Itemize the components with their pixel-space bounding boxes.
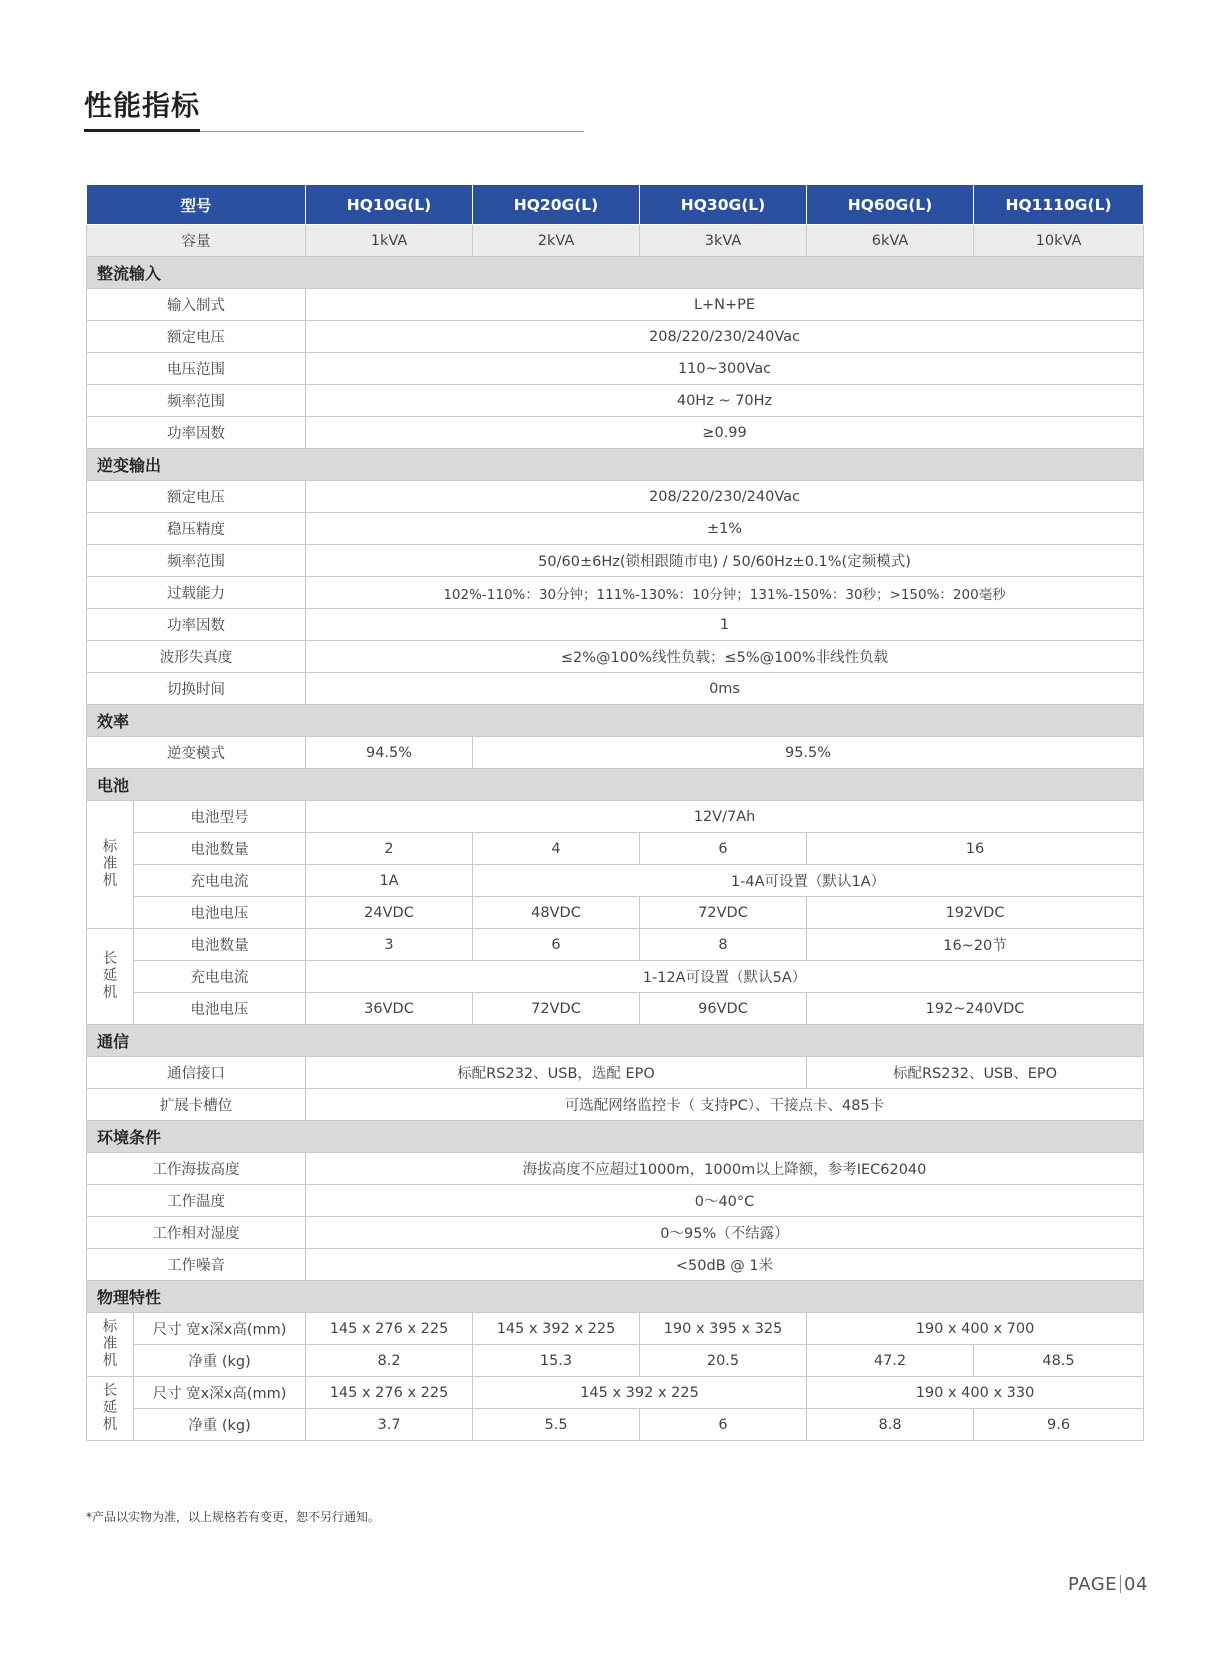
table-row xyxy=(87,641,1144,673)
row-value: 8.8 xyxy=(807,1409,974,1441)
row-label: 电池数量 xyxy=(134,929,306,961)
row-label: 额定电压 xyxy=(87,481,306,513)
table-row xyxy=(87,289,1144,321)
row-value: 96VDC xyxy=(640,993,807,1025)
row-value: 110~300Vac xyxy=(306,353,1144,385)
row-label: 电池电压 xyxy=(134,993,306,1025)
row-value: L+N+PE xyxy=(306,289,1144,321)
table-row xyxy=(87,673,1144,705)
table-row xyxy=(87,737,1144,769)
table-row xyxy=(87,1185,1144,1217)
row-label: 净重 (kg) xyxy=(134,1345,306,1377)
row-value: 0ms xyxy=(306,673,1144,705)
section-header xyxy=(87,769,1144,801)
table-row xyxy=(87,1153,1144,1185)
capacity-value: 10kVA xyxy=(974,225,1144,257)
row-value: 2 xyxy=(306,833,473,865)
row-value: 1 xyxy=(306,609,1144,641)
table-row xyxy=(87,353,1144,385)
row-label: 电池型号 xyxy=(134,801,306,833)
title-underline xyxy=(84,129,200,132)
row-label: 逆变模式 xyxy=(87,737,306,769)
row-value: ≥0.99 xyxy=(306,417,1144,449)
row-label: 稳压精度 xyxy=(87,513,306,545)
table-row xyxy=(87,801,1144,833)
row-value: 6 xyxy=(640,833,807,865)
capacity-value: 3kVA xyxy=(640,225,807,257)
page-title: 性能指标 xyxy=(84,89,201,122)
footnote: *产品以实物为准，以上规格若有变更，恕不另行通知。 xyxy=(86,1510,381,1524)
row-value: 6 xyxy=(473,929,640,961)
section-header xyxy=(87,705,1144,737)
table-row xyxy=(87,897,1144,929)
capacity-label: 容量 xyxy=(87,225,306,257)
row-value: 145 x 276 x 225 xyxy=(306,1377,473,1409)
section-title: 通信 xyxy=(87,1025,1144,1057)
row-value: 20.5 xyxy=(640,1345,807,1377)
table-row xyxy=(87,929,1144,961)
table-row xyxy=(87,385,1144,417)
row-label: 电池数量 xyxy=(134,833,306,865)
capacity-row xyxy=(87,225,1144,257)
row-value: 72VDC xyxy=(640,897,807,929)
table-row xyxy=(87,993,1144,1025)
table-header-row xyxy=(87,185,1144,225)
group-label-long xyxy=(87,929,134,1025)
row-value: 208/220/230/240Vac xyxy=(306,321,1144,353)
row-label: 充电电流 xyxy=(134,865,306,897)
model-name: HQ10G(L) xyxy=(306,185,473,225)
row-value: 47.2 xyxy=(807,1345,974,1377)
group-label-text: 长延机 xyxy=(102,951,118,1001)
row-value: 8.2 xyxy=(306,1345,473,1377)
table-row xyxy=(87,481,1144,513)
row-label: 功率因数 xyxy=(87,417,306,449)
table-row xyxy=(87,865,1144,897)
model-name: HQ20G(L) xyxy=(473,185,640,225)
row-value: 3.7 xyxy=(306,1409,473,1441)
row-value: 0～95%（不结露） xyxy=(306,1217,1144,1249)
row-value: 1A xyxy=(306,865,473,897)
group-label-standard xyxy=(87,801,134,929)
table-row xyxy=(87,833,1144,865)
table-row xyxy=(87,1057,1144,1089)
row-value: 16~20节 xyxy=(807,929,1144,961)
row-value: <50dB @ 1米 xyxy=(306,1249,1144,1281)
row-value: 4 xyxy=(473,833,640,865)
row-value: 5.5 xyxy=(473,1409,640,1441)
page-prefix: PAGE xyxy=(1068,1574,1118,1595)
model-name: HQ1110G(L) xyxy=(974,185,1144,225)
row-label: 工作海拔高度 xyxy=(87,1153,306,1185)
row-label: 净重 (kg) xyxy=(134,1409,306,1441)
row-value: 192VDC xyxy=(807,897,1144,929)
row-label: 通信接口 xyxy=(87,1057,306,1089)
group-label-standard xyxy=(87,1313,134,1377)
row-label: 切换时间 xyxy=(87,673,306,705)
group-label-text: 标准机 xyxy=(102,1319,118,1369)
table-row xyxy=(87,961,1144,993)
row-value: 48.5 xyxy=(974,1345,1144,1377)
row-value: 145 x 276 x 225 xyxy=(306,1313,473,1345)
table-row xyxy=(87,1249,1144,1281)
row-value: 6 xyxy=(640,1409,807,1441)
row-value: 36VDC xyxy=(306,993,473,1025)
table-row xyxy=(87,577,1144,609)
row-label: 充电电流 xyxy=(134,961,306,993)
model-name: HQ60G(L) xyxy=(807,185,974,225)
row-label: 电池电压 xyxy=(134,897,306,929)
section-title: 环境条件 xyxy=(87,1121,1144,1153)
row-value: ≤2%@100%线性负载；≤5%@100%非线性负载 xyxy=(306,641,1144,673)
row-value: 145 x 392 x 225 xyxy=(473,1377,807,1409)
section-header xyxy=(87,1121,1144,1153)
row-value: 16 xyxy=(807,833,1144,865)
table-row xyxy=(87,321,1144,353)
section-header xyxy=(87,1281,1144,1313)
row-value: 192~240VDC xyxy=(807,993,1144,1025)
capacity-value: 6kVA xyxy=(807,225,974,257)
row-value: 145 x 392 x 225 xyxy=(473,1313,640,1345)
row-value: 102%-110%：30分钟；111%-130%：10分钟；131%-150%：30秒；>150%：200毫秒 xyxy=(306,577,1144,609)
row-label: 尺寸 宽x深x高(mm) xyxy=(134,1377,306,1409)
row-label: 频率范围 xyxy=(87,545,306,577)
section-title: 逆变输出 xyxy=(87,449,1144,481)
page-digits: 04 xyxy=(1124,1574,1148,1595)
table-row xyxy=(87,1377,1144,1409)
row-value: 12V/7Ah xyxy=(306,801,1144,833)
table-row xyxy=(87,609,1144,641)
row-value: 40Hz ~ 70Hz xyxy=(306,385,1144,417)
group-label-text: 标准机 xyxy=(102,839,118,889)
table-row xyxy=(87,1345,1144,1377)
row-value: 标配RS232、USB，选配 EPO xyxy=(306,1057,807,1089)
row-value: 24VDC xyxy=(306,897,473,929)
page-number xyxy=(1068,1574,1148,1595)
row-value: 72VDC xyxy=(473,993,640,1025)
row-label: 工作温度 xyxy=(87,1185,306,1217)
model-name: HQ30G(L) xyxy=(640,185,807,225)
model-label: 型号 xyxy=(87,185,306,225)
section-header xyxy=(87,257,1144,289)
table-row xyxy=(87,1217,1144,1249)
row-label: 输入制式 xyxy=(87,289,306,321)
row-value: 标配RS232、USB、EPO xyxy=(807,1057,1144,1089)
section-title: 物理特性 xyxy=(87,1281,1144,1313)
row-value: 48VDC xyxy=(473,897,640,929)
row-value: 0～40°C xyxy=(306,1185,1144,1217)
capacity-value: 1kVA xyxy=(306,225,473,257)
row-label: 频率范围 xyxy=(87,385,306,417)
group-label-long xyxy=(87,1377,134,1441)
capacity-value: 2kVA xyxy=(473,225,640,257)
row-label: 尺寸 宽x深x高(mm) xyxy=(134,1313,306,1345)
table-row xyxy=(87,545,1144,577)
row-value: 海拔高度不应超过1000m，1000m以上降额，参考IEC62040 xyxy=(306,1153,1144,1185)
row-value: 190 x 400 x 330 xyxy=(807,1377,1144,1409)
row-value: 208/220/230/240Vac xyxy=(306,481,1144,513)
table-row xyxy=(87,513,1144,545)
row-value: ±1% xyxy=(306,513,1144,545)
row-value: 50/60±6Hz(锁相跟随市电) / 50/60Hz±0.1%(定频模式) xyxy=(306,545,1144,577)
row-label: 额定电压 xyxy=(87,321,306,353)
row-label: 过载能力 xyxy=(87,577,306,609)
row-value: 15.3 xyxy=(473,1345,640,1377)
page-separator xyxy=(1120,1575,1121,1593)
row-value: 190 x 395 x 325 xyxy=(640,1313,807,1345)
table-row xyxy=(87,1089,1144,1121)
row-value: 1-12A可设置（默认5A） xyxy=(306,961,1144,993)
section-header xyxy=(87,1025,1144,1057)
row-label: 功率因数 xyxy=(87,609,306,641)
section-title: 整流输入 xyxy=(87,257,1144,289)
table-row xyxy=(87,417,1144,449)
row-value: 3 xyxy=(306,929,473,961)
row-value: 94.5% xyxy=(306,737,473,769)
row-value: 9.6 xyxy=(974,1409,1144,1441)
row-label: 电压范围 xyxy=(87,353,306,385)
section-title: 效率 xyxy=(87,705,1144,737)
row-value: 95.5% xyxy=(473,737,1144,769)
row-value: 1-4A可设置（默认1A） xyxy=(473,865,1144,897)
row-value: 190 x 400 x 700 xyxy=(807,1313,1144,1345)
row-label: 波形失真度 xyxy=(87,641,306,673)
group-label-text: 长延机 xyxy=(102,1383,118,1433)
row-label: 工作噪音 xyxy=(87,1249,306,1281)
table-row xyxy=(87,1409,1144,1441)
section-header xyxy=(87,449,1144,481)
spec-table xyxy=(86,184,1144,1441)
row-value: 可选配网络监控卡（ 支持PC）、干接点卡、485卡 xyxy=(306,1089,1144,1121)
table-row xyxy=(87,1313,1144,1345)
row-value: 8 xyxy=(640,929,807,961)
row-label: 工作相对湿度 xyxy=(87,1217,306,1249)
section-title: 电池 xyxy=(87,769,1144,801)
row-label: 扩展卡槽位 xyxy=(87,1089,306,1121)
